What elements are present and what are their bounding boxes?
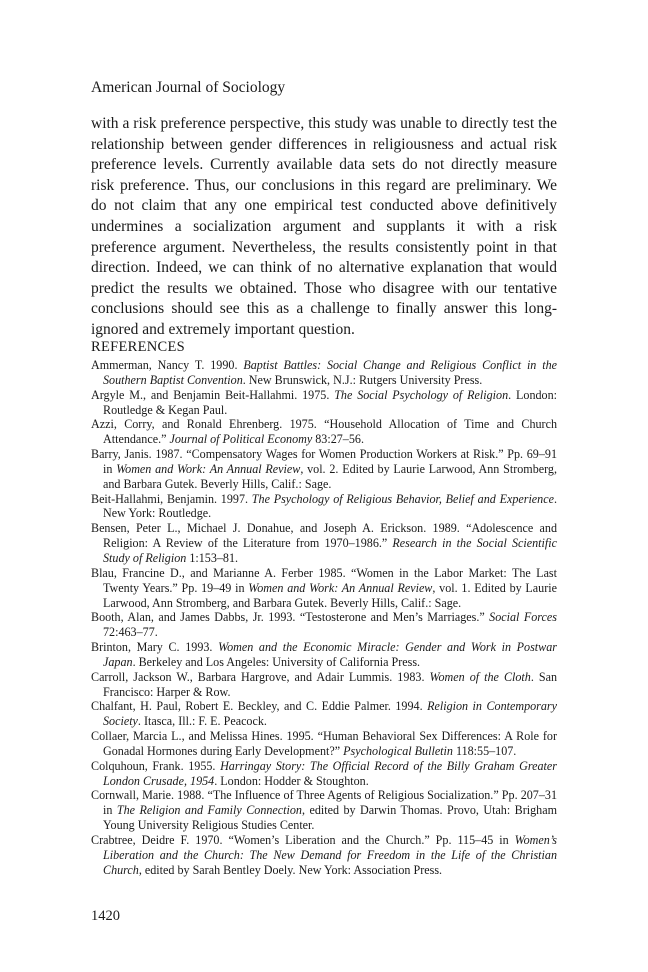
reference-entry: Carroll, Jackson W., Barbara Hargrove, and Adair Lummis. 1983. Women of the Cloth. San Francisco: Harper & Row. [91,669,558,699]
reference-entry: Beit-Hallahmi, Benjamin. 1997. The Psychology of Religious Behavior, Belief and Experience. New York: Routledge. [91,491,557,521]
reference-entry: Argyle M., and Benjamin Beit-Hallahmi. 1975. The Social Psychology of Religion. London: Routledge & Kegan Paul. [91,387,557,417]
body-paragraph: with a risk preference perspective, this study was unable to directly test the relationship between gender differences in religiousness and actual risk preference levels. Currently available data sets do not directly measure risk preference. Thus, our conclusions in this regard are preliminary. We do not claim that any one empirical test conducted above definitively undermines a socialization argument and supplants it with a risk preference argument. Nevertheless, the results consistently point in that direction. Indeed, we can think of no alternative explanation that would predict the results we obtained. Those who disagree with our tentative conclusions should see this as a challenge to finally answer this long-ignored and extremely important question. [91,115,557,338]
running-head: American Journal of Sociology [91,79,286,96]
reference-entry: Bensen, Peter L., Michael J. Donahue, and Joseph A. Erickson. 1989. “Adolescence and Religion: A Review of the Literature from 1970–1986.” Research in the Social Scientific Study of Religion 1:153–81. [91,521,557,565]
reference-entry: Ammerman, Nancy T. 1990. Baptist Battles: Social Change and Religious Conflict in the Southern Baptist Convention. New Brunswick, N.J.: Rutgers University Press. [91,358,557,387]
references-list [91,358,557,878]
reference-entry: Booth, Alan, and James Dabbs, Jr. 1993. “Testosterone and Men’s Marriages.” Social Forces 72:463–77. [91,610,557,640]
reference-entry: Brinton, Mary C. 1993. Women and the Economic Miracle: Gender and Work in Postwar Japan. Berkeley and Los Angeles: University of California Press. [91,640,557,669]
reference-entry: Crabtree, Deidre F. 1970. “Women’s Liberation and the Church.” Pp. 115–45 in Women’s Liberation and the Church: The New Demand for Freedom in the Life of the Christian Church, edited by Sarah Bentley Doely. New York: Association Press. [91,833,557,877]
reference-entry: Azzi, Corry, and Ronald Ehrenberg. 1975. “Household Allocation of Time and Church Attendance.” Journal of Political Economy 83:27–56. [91,417,557,447]
reference-entry: Chalfant, H. Paul, Robert E. Beckley, and C. Eddie Palmer. 1994. Religion in Contemporary Society. Itasca, Ill.: F. E. Peacock. [91,699,557,729]
references-heading: REFERENCES [91,339,186,355]
reference-entry: Cornwall, Marie. 1988. “The Influence of Three Agents of Religious Socialization.” Pp. 207–31 in The Religion and Family Connection, edited by Darwin Thomas. Provo, Utah: Brigham Young University Religious Studies Center. [91,788,557,833]
reference-entry: Colquhoun, Frank. 1955. Harringay Story: The Official Record of the Billy Graham Greater London Crusade, 1954. London: Hodder & Stoughton. [91,758,557,788]
reference-entry: Barry, Janis. 1987. “Compensatory Wages for Women Production Workers at Risk.” Pp. 69–91 in Women and Work: An Annual Review, vol. 2. Edited by Laurie Larwood, Ann Stromberg, and Barbara Gutek. Beverly Hills, Calif.: Sage. [91,447,557,491]
page-number: 1420 [91,908,120,924]
reference-entry: Collaer, Marcia L., and Melissa Hines. 1995. “Human Behavioral Sex Differences: A Role for Gonadal Hormones during Early Development?” Psychological Bulletin 118:55–107. [91,729,557,758]
reference-entry: Blau, Francine D., and Marianne A. Ferber 1985. “Women in the Labor Market: The Last Twenty Years.” Pp. 19–49 in Women and Work: An Annual Review, vol. 1. Edited by Laurie Larwood, Ann Stromberg, and Barbara Gutek. Beverly Hills, Calif.: Sage. [91,565,557,610]
